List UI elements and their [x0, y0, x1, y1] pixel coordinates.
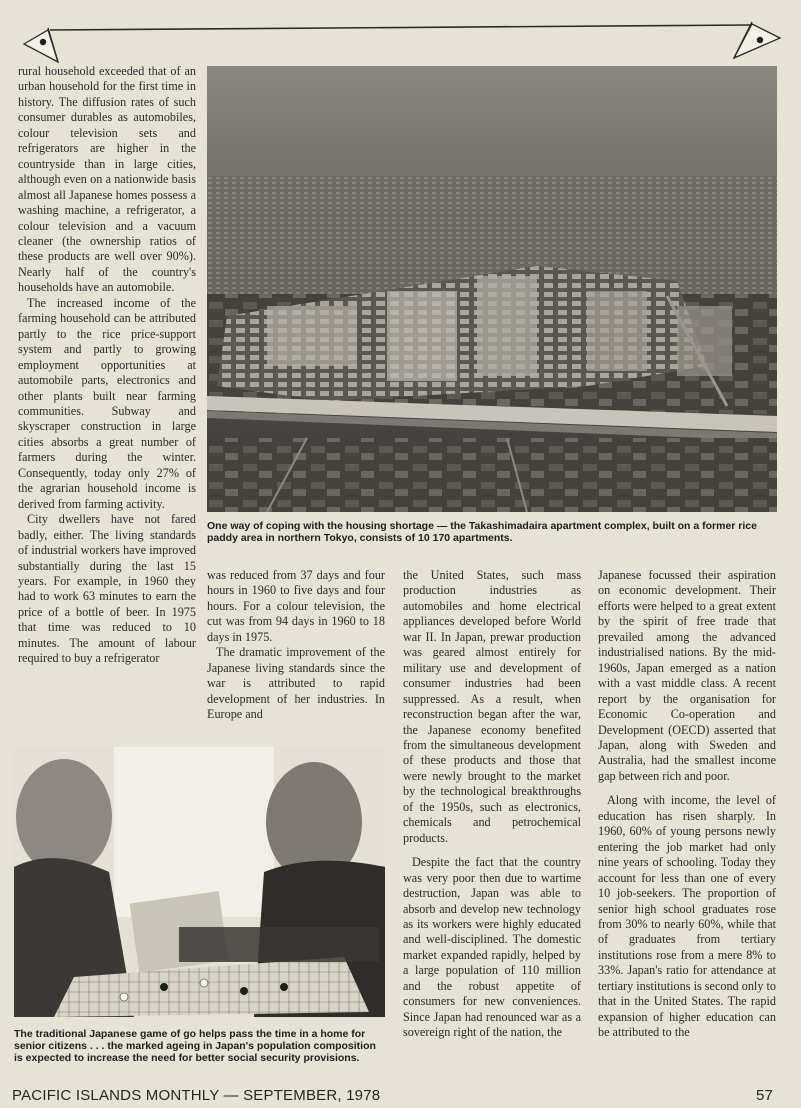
column-4: [598, 568, 776, 1041]
column-3: [403, 568, 581, 1041]
col2-paragraph-1: was reduced from 37 days and four hours in 1960 to five days and four hours. For a colour television, the cut was from 94 days in 1960 to 18 days in 1975.: [207, 568, 385, 644]
col4-paragraph-1: Japanese focussed their aspiration on economic development. Their efforts were helped to a great extent by the spirit of free trade that prevailed among the advanced industrialised nations. By the mid-1960s, Japan emerged as a nation with a vast middle class. A recent report by the organisation for Economic Co-operation and Development (OECD) asserted that Japan, along with Sweden and Australia, had the smallest income gap between rich and poor.: [598, 568, 776, 783]
right-pennant-icon: [734, 22, 780, 58]
go-game-photo: [14, 747, 385, 1017]
header-rule: [0, 0, 801, 70]
col4-paragraph-2: Along with income, the level of education has risen sharply. In 1960, 60% of young persons newly entering the job market had only nine years of schooling. Today they account for less than one of every 10 job-seekers. The proportion of senior high school graduates rose from 30% to nearly 60%, while that of graduates from tertiary institutions rose from a mere 8% to 33%. Japan's ratio for attendance at tertiary institutions is second only to that in the United States. The rapid expansion of higher education can be attributed to the: [598, 793, 776, 1040]
page-number: 57: [756, 1087, 774, 1104]
bottom-photo-caption: The traditional Japanese game of go helps pass the time in a home for senior citizens . . . the marked ageing in Japan's population composition is expected to increase the need for better social security provisions.: [14, 1028, 376, 1064]
footer-publication: PACIFIC ISLANDS MONTHLY — SEPTEMBER, 1978: [12, 1087, 381, 1104]
col1-paragraph-1: rural household exceeded that of an urban household for the first time in history. The diffusion rates of such consumer durables as automobiles, colour television sets and refrigerators are higher in the countryside than in large cities, although even on a nationwide basis almost all Japanese homes possess a washing machine, a refrigerator, a colour television and a vacuum cleaner (the ownership ratios of these products are well over 90%). Nearly half of the country's households have an automobile.: [18, 64, 196, 295]
top-photo-caption: One way of coping with the housing shortage — the Takashimadaira apartment complex, built on a former rice paddy area in northern Tokyo, consists of 10 170 apartments.: [207, 520, 757, 544]
column-2: [207, 568, 385, 723]
col3-paragraph-2: Despite the fact that the country was very poor then due to wartime destruction, Japan was able to absorb and develop new technology as its workers were highly educated and well-disciplined. The domestic market expanded rapidly, helped by a large population of 110 million and the robust appetite of consumers for new conveniences. Since Japan had renounced war as a sovereign right of the nation, the: [403, 855, 581, 1040]
column-1: [18, 64, 196, 667]
col2-paragraph-2: The dramatic improvement of the Japanese living standards since the war is attributed to rapid development of her industries. In Europe and: [207, 645, 385, 722]
aerial-housing-photo: [207, 66, 777, 512]
left-pennant-icon: [24, 28, 58, 62]
col3-paragraph-1: the United States, such mass production industries as automobiles and home electrical appliances developed before World war II. In Japan, prewar production was geared almost entirely for military use and development of consumer industries had been suppressed. As a result, when reconstruction began after the war, the Japanese economy benefited from the simultaneous development of these products and those that were newly brought to the market by the technological breakthroughs of the 1950s, such as electronics, chemicals and petrochemical products.: [403, 568, 581, 845]
col1-paragraph-3: City dwellers have not fared badly, either. The living standards of industrial workers have improved substantially during the last 15 years. For example, in 1960 they had to work 63 minutes to earn the price of a bottle of beer. In 1975 that time was reduced to 10 minutes. The amount of labour required to buy a refrigerator: [18, 512, 196, 666]
col1-paragraph-2: The increased income of the farming household can be attributed partly to the rice price-support system and partly to growing employment opportunities at automobile parts, electronics and other plants built near farming communities. Subway and skyscraper construction in large cities absorbs a great number of farmers during the winter. Consequently, today only 27% of the agrarian household income is derived from farming activity.: [18, 295, 196, 511]
